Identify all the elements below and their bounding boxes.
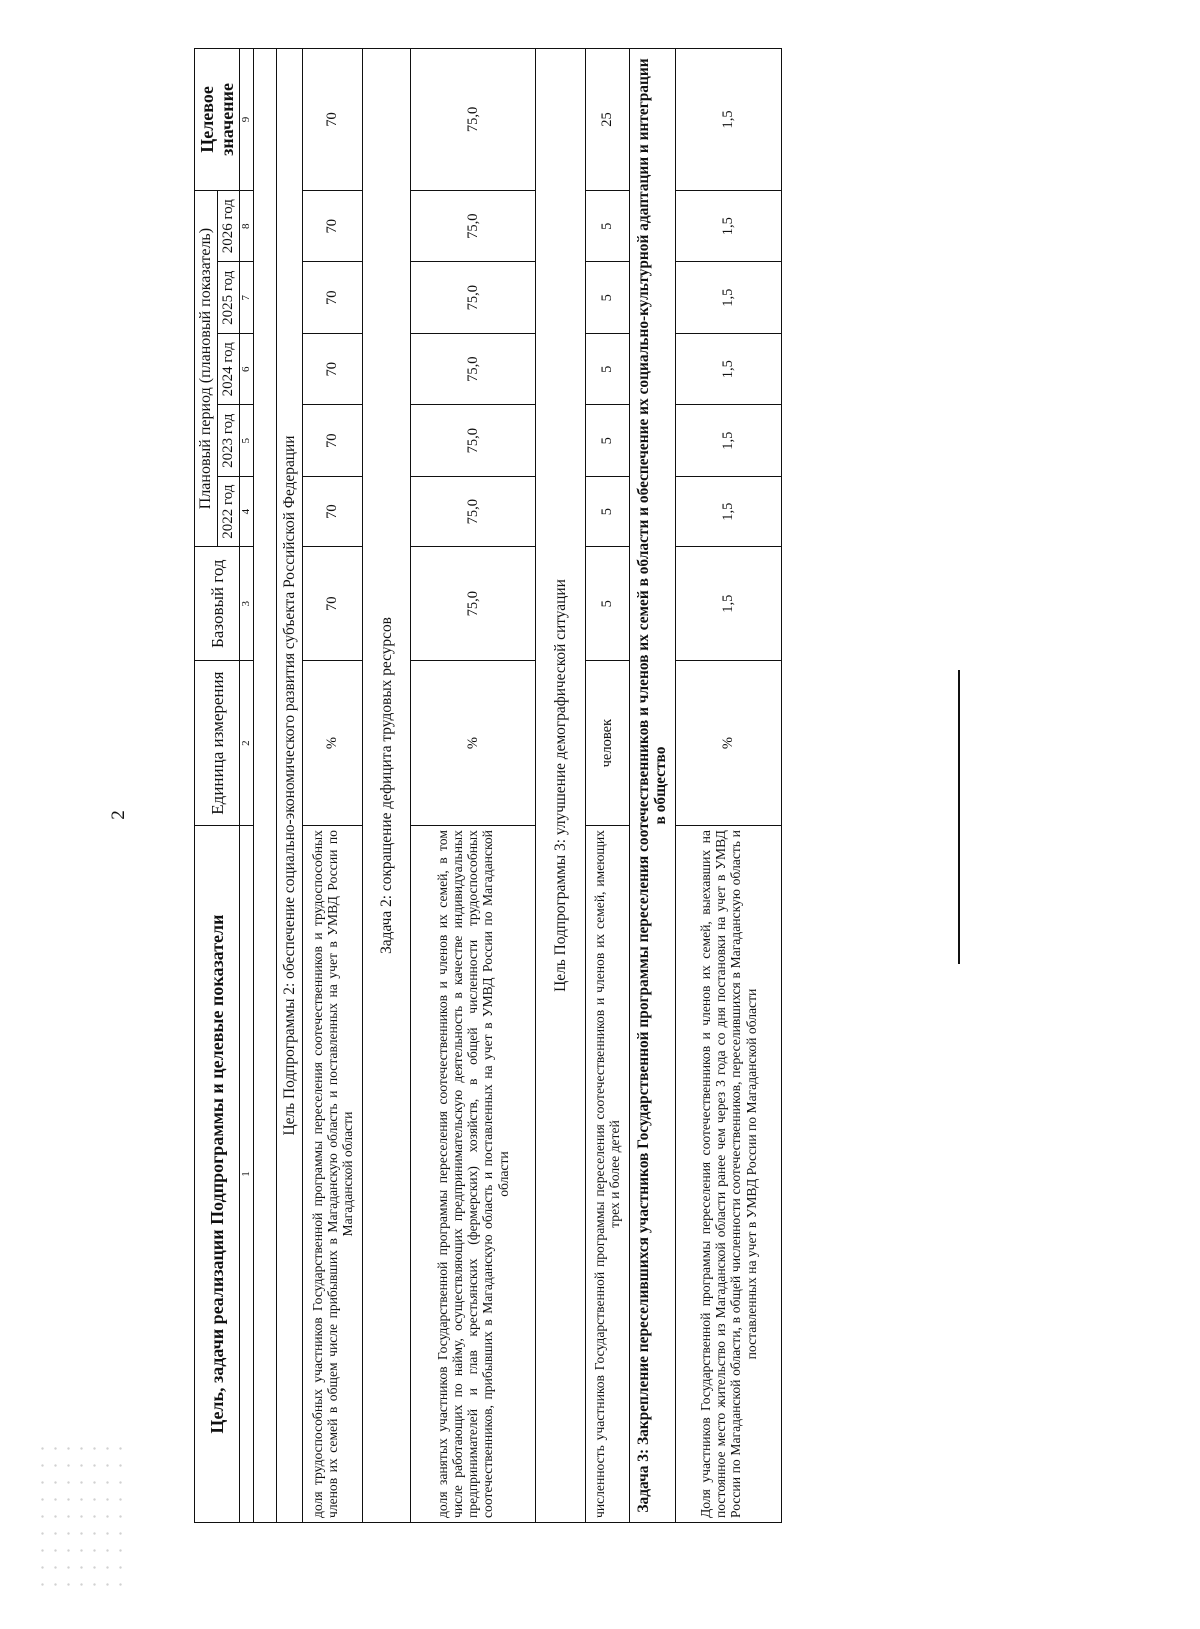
rotated-table-wrapper (194, 48, 841, 1523)
section-task3-title: Задача 3: Закрепление переселившихся участников Государственной программы переселения соотечественников и членов их семей в области и обеспечение их социально-культурной адаптации и интеграции в общество (629, 49, 675, 1523)
year-cell: 70 (302, 190, 362, 262)
col-number: 6 (240, 333, 253, 405)
unit-cell: % (302, 661, 362, 826)
header-goal: Цель, задачи реализации Подпрограммы и целевые показатели (195, 826, 240, 1523)
header-year-2023: 2023 год (218, 405, 240, 477)
col-number: 4 (240, 476, 253, 546)
indicator-text: доля трудоспособных участников Государственной программы переселения соотечественников и трудоспособных членов их семей в общем числе прибывших в Магаданскую область и поставленных на учет в УМВД России по Магаданской области (302, 826, 362, 1523)
year-cell: 75,0 (410, 262, 535, 334)
base-cell: 1,5 (675, 547, 781, 661)
year-cell: 5 (585, 405, 629, 477)
table-row (585, 49, 629, 1523)
year-cell: 5 (585, 333, 629, 405)
page-number: 2 (107, 810, 129, 820)
unit-cell: % (675, 661, 781, 826)
indicators-table (194, 48, 782, 1523)
header-base-year: Базовый год (195, 547, 240, 661)
header-year-2024: 2024 год (218, 333, 240, 405)
year-cell: 70 (302, 262, 362, 334)
year-cell: 5 (585, 262, 629, 334)
table-row (675, 49, 781, 1523)
indicator-text: численность участников Государственной программы переселения соотечественников и членов их семей, имеющих трех и более детей (585, 826, 629, 1523)
year-cell: 75,0 (410, 190, 535, 262)
table-row (410, 49, 535, 1523)
year-cell: 5 (585, 190, 629, 262)
header-year-2025: 2025 год (218, 262, 240, 334)
base-cell: 70 (302, 547, 362, 661)
base-cell: 75,0 (410, 547, 535, 661)
col-number: 2 (240, 661, 253, 826)
col-number: 3 (240, 547, 253, 661)
section-task2-title: Задача 2: сокращение дефицита трудовых ресурсов (362, 49, 410, 1523)
year-cell: 5 (585, 476, 629, 546)
year-cell: 1,5 (675, 405, 781, 477)
header-plan-period: Плановый период (плановый показатель) (195, 190, 218, 546)
year-cell: 70 (302, 476, 362, 546)
header-unit: Единица измерения (195, 661, 240, 826)
scan-noise (36, 1440, 126, 1590)
target-cell: 75,0 (410, 49, 535, 191)
section-goal3-title: Цель Подпрограммы 3: улучшение демографической ситуации (535, 49, 585, 1523)
year-cell: 1,5 (675, 333, 781, 405)
table-row (302, 49, 362, 1523)
spacer-row (253, 49, 276, 1523)
base-cell: 5 (585, 547, 629, 661)
unit-cell: человек (585, 661, 629, 826)
indicator-text: Доля участников Государственной программы переселения соотечественников и членов их семей, выехавших на постоянное место жительство из Магаданской области ранее чем через 3 года со дня постановки на учет в УМВД России по Магаданской области, в общей численности соотечественников, переселившихся в Магаданскую область и поставленных на учет в УМВД России по Магаданской области (675, 826, 781, 1523)
year-cell: 1,5 (675, 190, 781, 262)
indicator-text: доля занятых участников Государственной программы переселения соотечественников и членов их семей, в том числе работающих по найму, осуществляющих предпринимательскую деятельность в качестве индивидуальных предпринимателей и глав крестьянских (фермерских) хозяйств, в общей численности трудоспособных соотечественников, прибывших в Магаданскую область и поставленных на учет в УМВД России по Магаданской области (410, 826, 535, 1523)
year-cell: 70 (302, 333, 362, 405)
col-number: 9 (240, 49, 253, 191)
target-cell: 1,5 (675, 49, 781, 191)
header-year-2026: 2026 год (218, 190, 240, 262)
year-cell: 1,5 (675, 262, 781, 334)
header-year-2022: 2022 год (218, 476, 240, 546)
year-cell: 1,5 (675, 476, 781, 546)
signature-line (958, 670, 960, 964)
section-goal3 (535, 49, 585, 1523)
year-cell: 70 (302, 405, 362, 477)
year-cell: 75,0 (410, 405, 535, 477)
section-task2 (362, 49, 410, 1523)
column-number-row (240, 49, 253, 1523)
target-cell: 25 (585, 49, 629, 191)
unit-cell: % (410, 661, 535, 826)
col-number: 1 (240, 826, 253, 1523)
year-cell: 75,0 (410, 333, 535, 405)
col-number: 5 (240, 405, 253, 477)
section-goal2 (276, 49, 302, 1523)
section-goal2-title: Цель Подпрограммы 2: обеспечение социально-экономического развития субъекта Российской Федерации (276, 49, 302, 1523)
col-number: 7 (240, 262, 253, 334)
section-task3 (629, 49, 675, 1523)
year-cell: 75,0 (410, 476, 535, 546)
header-target: Целевое значение (195, 49, 240, 191)
col-number: 8 (240, 190, 253, 262)
target-cell: 70 (302, 49, 362, 191)
